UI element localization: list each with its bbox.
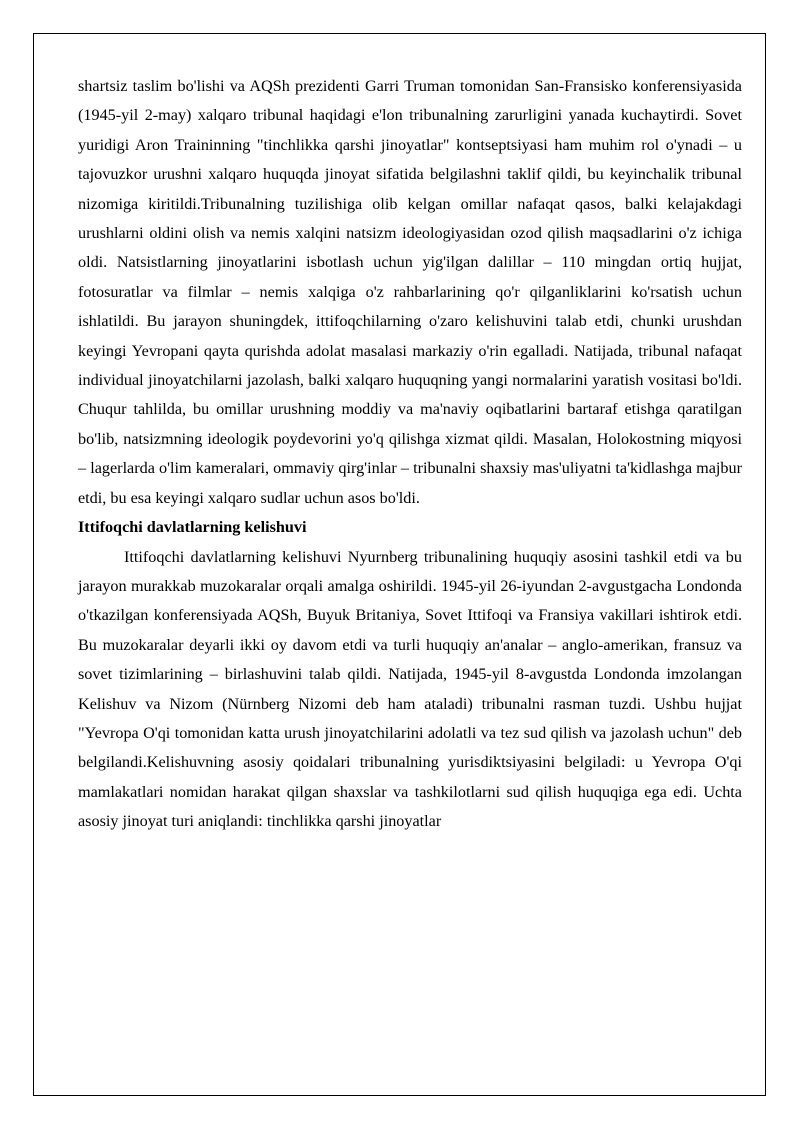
body-paragraph: shartsiz taslim bo'lishi va AQSh prezidenti Garri Truman tomonidan San-Fransisko konferensiyasida (1945-yil 2-may) xalqaro tribunal haqidagi e'lon tribunalning zarurligini yanada kuchaytirdi. Sovet yuridigi Aron Traininning "tinchlikka qarshi jinoyatlar" kontseptsiyasi ham muhim rol o'ynadi – u tajovuzkor urushni xalqaro huquqda jinoyat sifatida belgilashni taklif qildi, bu keyinchalik tribunal nizomiga kiritildi.Tribunalning tuzilishiga olib kelgan omillar nafaqat qasos, balki kelajakdagi urushlarni oldini olish va nemis xalqini natsizm ideologiyasidan ozod qilish maqsadlarini o'z ichiga oldi. Natsistlarning jinoyatlarini isbotlash uchun yig'ilgan dalillar – 110 mingdan ortiq hujjat, fotosuratlar va filmlar – nemis xalqiga o'z rahbarlarining qo'r qilganliklarini ko'rsatish uchun ishlatildi. Bu jarayon shuningdek, ittifoqchilarning o'zaro kelishuvini talab etdi, chunki urushdan keyingi Yevropani qayta qurishda adolat masalasi markaziy o'rin egalladi. Natijada, tribunal nafaqat individual jinoyatchilarni jazolash, balki xalqaro huquqning yangi normalarini yaratish vositasi bo'ldi. Chuqur tahlilda, bu omillar urushning moddiy va ma'naviy oqibatlarini bartaraf etishga qaratilgan bo'lib, natsizmning ideologik poydevorini yo'q qilishga xizmat qildi. Masalan, Holokostning miqyosi – lagerlarda o'lim kameralari, ommaviy qirg'inlar – tribunalni shaxsiy mas'uliyatni ta'kidlashga majbur etdi, bu esa keyingi xalqaro sudlar uchun asos bo'ldi. [78,77,742,507]
document-body [78,72,742,837]
body-paragraph: Ittifoqchi davlatlarning kelishuvi Nyurnberg tribunalining huquqiy asosini tashkil etdi va bu jarayon murakkab muzokaralar orqali amalga oshirildi. 1945-yil 26-iyundan 2-avgustgacha Londonda o'tkazilgan konferensiyada AQSh, Buyuk Britaniya, Sovet Ittifoqi va Fransiya vakillari ishtirok etdi. Bu muzokaralar deyarli ikki oy davom etdi va turli huquqiy an'analar – anglo-amerikan, fransuz va sovet tizimlarining – birlashuvini talab qildi. Natijada, 1945-yil 8-avgustda Londonda imzolangan Kelishuv va Nizom (Nürnberg Nizomi deb ham ataladi) tribunalni rasman tuzdi. Ushbu hujjat "Yevropa O'qi tomonidan katta urush jinoyatchilarini adolatli va tez sud qilish va jazolash uchun" deb belgilandi.Kelishuvning asosiy qoidalari tribunalning yurisdiktsiyasini belgiladi: u Yevropa O'qi mamlakatlari nomidan harakat qilgan shaxslar va tashkilotlarni sud qilish huquqiga ega edi. Uchta asosiy jinoyat turi aniqlandi: tinchlikka qarshi jinoyatlar [78,547,742,831]
section-heading: Ittifoqchi davlatlarning kelishuvi [78,518,307,537]
